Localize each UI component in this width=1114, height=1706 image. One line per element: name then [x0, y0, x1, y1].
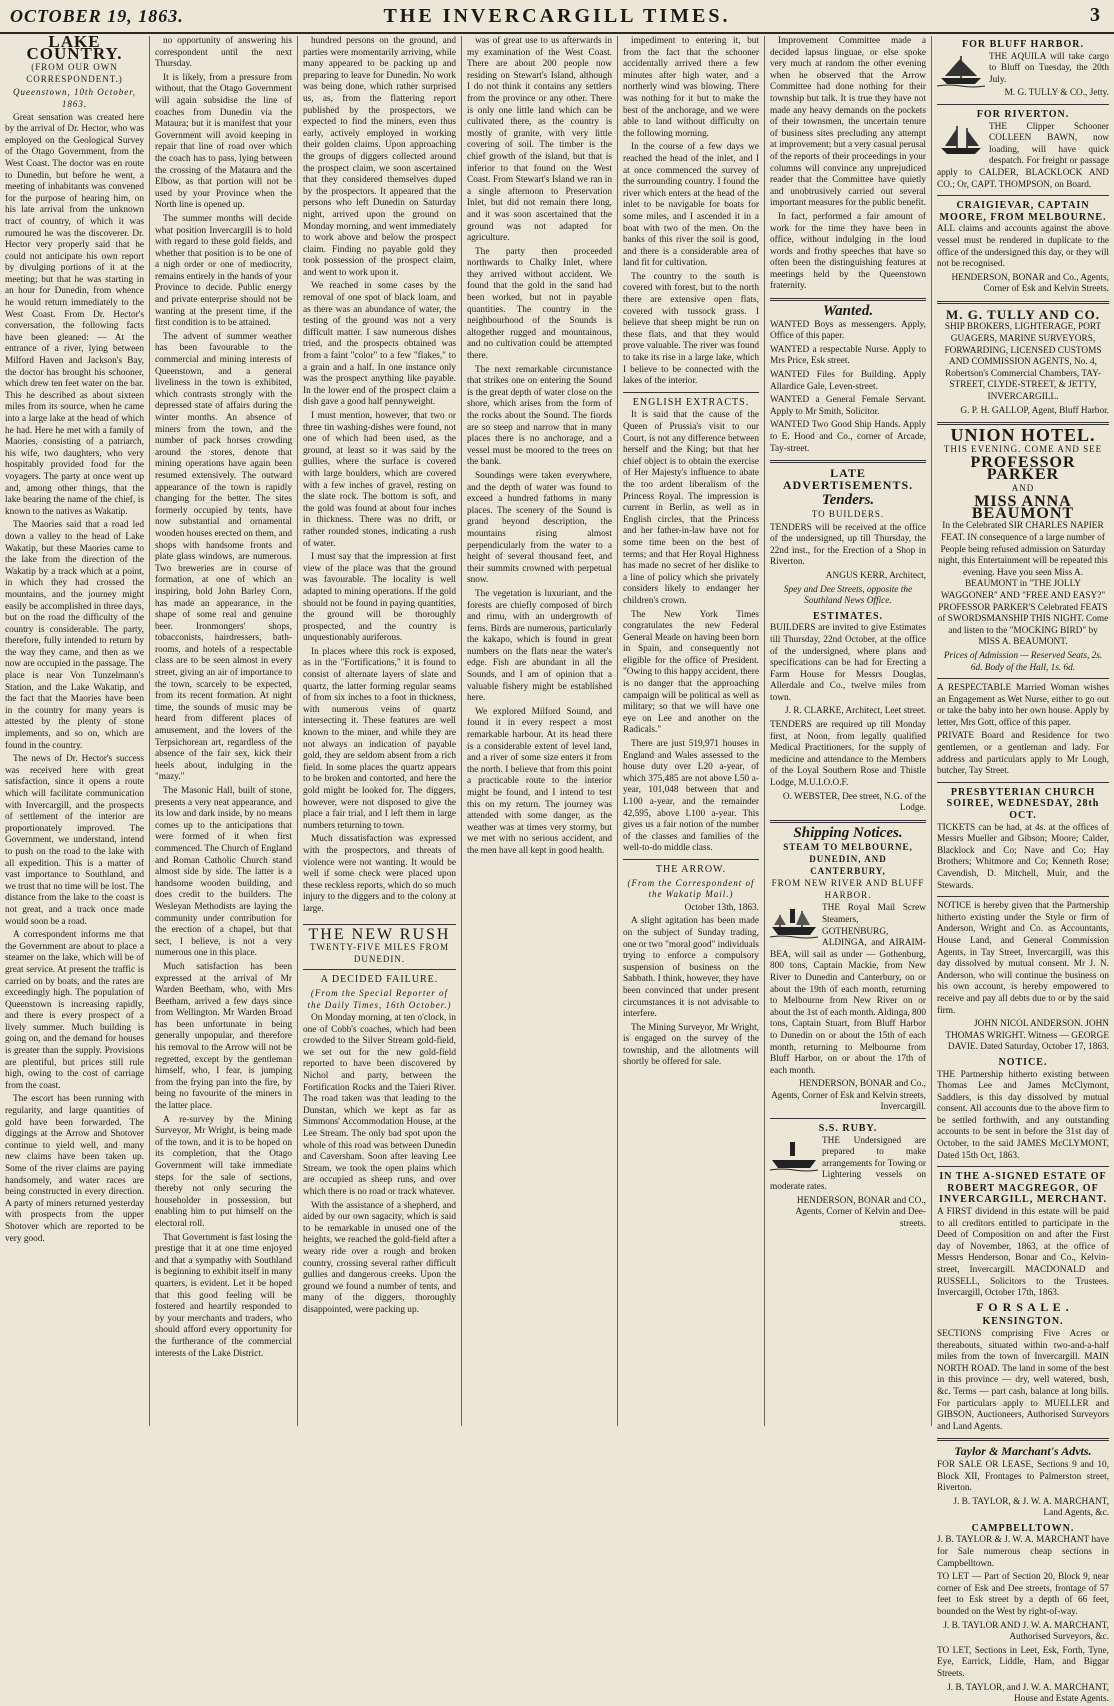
final-signature: J. B. TAYLOR, and J. W. A. MARCHANT, House and Estate Agents.: [947, 1682, 1109, 1705]
steamship-icon: [770, 905, 818, 939]
steam-subheading: FROM NEW RIVER AND BLUFF HARBOR.: [771, 878, 925, 900]
divider: [937, 195, 1109, 196]
article-paragraph: A correspondent informs me that the Government are about to place a steamer on the lake, which will be of great service. At present the traffic is carried on by boats, and the rates are exceedingly high. The population of Queenstown is increasing rapidly, and there is every prospect of a lively summer. Much building is going on, and the demand for houses is greater than the supply. Provisions are plentiful, but prices still rule high, owing to the cost of carriage from the coast.: [5, 930, 144, 1091]
english-extracts-heading: ENGLISH EXTRACTS.: [632, 396, 750, 408]
ruby-ad: THE Undersigned are prepared to make arrangements for Towing or Lightering vessels on moderate rates.: [770, 1135, 926, 1193]
divider: [937, 678, 1109, 679]
divider: [303, 969, 456, 970]
ruby-heading: S.S. RUBY.: [818, 1123, 878, 1135]
issue-date: OCTOBER 19, 1863.: [10, 6, 184, 26]
professor-parker: PROFESSOR PARKER: [970, 454, 1076, 483]
column-5: [618, 36, 765, 1426]
union-hotel-prices: Prices of Admission — Reserved Seats, 2s. 6d. Body of the Hall, 1s. 6d.: [943, 650, 1103, 673]
article-paragraph: In the course of a few days we reached the head of the inlet, and I at once commenced the survey of the surrounding country. I found the river which enters at the head of the inlet to be navigable for boats for some miles, and I ascended it in a boat with two of the men. On the banks of this river the soil is good, and there is a considerable area of land fit for cultivation.: [623, 142, 759, 269]
miss-anna-beaumont: MISS ANNA BEAUMONT: [971, 493, 1075, 522]
article-paragraph: It is said that the cause of the Queen of Prussia's visit to our Court, is not any difference between herself and the King; but that her chief object is to obtain the exercise of Her Majesty's influence to abate the too ardent liberalism of the Princess Royal. The impression is current in Berlin, as well as in English circles, that the Princess and her father-in-law have not for some time been on the best of terms; and that Her Royal Highness has made no secret of her dislike to a line of policy which she privately considers likely to endanger her children's crown.: [623, 410, 759, 606]
estate-ad: A FIRST dividend in this estate will be paid to all creditors entitled to participate in the Deed of Composition on and after the First day of November, 1863, at the office of Messrs Henderson, Bonar and Co., Kelvin-street, Invercargill. MACDONALD and RUSSELL, Solicitors to the Trustees. Invercargill, October 17th, 1863.: [937, 1207, 1109, 1299]
article-paragraph: In fact, performed a fair amount of work for the time they have been in office, without indulging in the loud words and frothy speeches that have so often been the distinguishing features at meetings held by the Queenstown fraternity.: [770, 211, 926, 292]
article-paragraph: The news of Dr. Hector's success was received here with great satisfaction, since it opens a route which will facilitate communication with Invercargill, and the prospects of settlement of the interior are proportionately improved. The Government, we understand, intend to push on the road to the lake with all expedition. This is a matter of vast importance to Southland, and we trust that no time will be lost. The distance from the lake to the coast is not great, and a track once made would soon be a road.: [5, 754, 145, 927]
new-rush-title: A DECIDED FAILURE.: [320, 974, 439, 986]
divider: [623, 392, 759, 393]
wanted-ad: WANTED Two Good Ship Hands. Apply to E. Hood and Co., corner of Arcade, Tay-street.: [770, 420, 926, 454]
bluff-heading: FOR BLUFF HARBOR.: [962, 39, 1084, 50]
late-advertisements-heading: LATE ADVERTISEMENTS.: [782, 466, 914, 492]
article-paragraph: The Maories said that a road led down a valley to the head of Lake Wakatip, but these Maories came to the lake from the direction of the Wakatip by a track which at a point, in which they had crossed the mountains, and the journey might easily be accomplished in three days, but on the road the difficulty of the country is considerable. The party, therefore, fully intended to return by the way they came, and then as we now are occupied in the passage. The place is near Von Tunzelmann's Station, and the Lake Wakatip, and the fact that the Maories have been in the country for many years is attested by the plenty of stone implements, and so on, which are found in the country.: [5, 520, 144, 751]
and-word: AND: [1011, 482, 1035, 493]
sailing-ship-icon: [937, 54, 985, 88]
to-let-ad: TO LET — Part of Section 20, Block 9, near corner of Esk and Dee streets, frontage of 57 feet to Esk street by a depth of 66 feet, bounded on the West by right-of-way.: [937, 1572, 1109, 1618]
partnership-notice: NOTICE is hereby given that the Partnership hitherto existing under the Style or firm of Anderson, Wright and Co. as Accountants, House Land, and General Commission Agents, in Tay Street, Invercargill, was this day dissolved by mutual consent. Mr J. N. Anderson, who will continue the business on his own account, is hereby empowered to receive and pay all debts due to or by the said firm.: [937, 901, 1109, 1016]
wanted-ad: WANTED Boys as messengers. Apply, Office of this paper.: [770, 319, 926, 342]
column-4: [462, 36, 618, 1426]
article-paragraph: Soundings were taken everywhere, and the depth of water was found to exceed a hundred fathoms in many places. The scenery of the Sound is grand beyond description, the mountains rising almost perpendicularly from the water to a height of several thousand feet, and their summits crowned with perpetual snow.: [467, 470, 612, 586]
craigievar-agent: HENDERSON, BONAR and Co., Agents, Corner of Esk and Kelvin Streets.: [951, 272, 1109, 295]
tenders-heading: Tenders.: [821, 492, 875, 509]
notice-heading: NOTICE.: [998, 1056, 1048, 1068]
presbyterian-ad: TICKETS can be had, at 4s. at the offices of Messrs Mueller and Gibson; Moore; Calder, Blacklock and Co; Nave and Co; Hay Brothers; Whitmore and Co; Kenneth Rose; Cavendish, D. Mitchell, Muir, and the Stewards.: [937, 822, 1109, 891]
article-paragraph: The next remarkable circumstance that strikes one on entering the Sound is the great depth of water close on the shore, which arises from the form of the rocks about the Sound. The fiords are so steep and narrow that in many places there is no anchorage, and a vessel must be moored to the trees on the bank.: [467, 364, 612, 468]
article-paragraph: no opportunity of answering his correspondent until the next Thursday.: [155, 36, 292, 70]
estimate-ad: BUILDERS are invited to give Estimates till Thursday, 22nd October, at the office of the undersigned, where plans and specifications can be had for Erecting a Farm House for Messrs Douglas, Allerdale and Co., twelve miles from town.: [770, 623, 926, 703]
bluff-ad: THE AQUILA will take cargo to Bluff on Tuesday, the 20th July.: [989, 51, 1109, 85]
estimates-heading: ESTIMATES.: [812, 610, 884, 622]
column-3: [298, 36, 462, 1426]
to-let-ad: TO LET, Sections in Leet, Esk, Forth, Tyne, Eye, Earrick, Liddle, Ham, and Biggar Streets.: [937, 1645, 1109, 1679]
divider: [770, 460, 926, 463]
tully-heading: M. G. TULLY AND CO.: [946, 306, 1100, 322]
wanted-ad: WANTED a General Female Servant. Apply to Mr Smith, Solicitor.: [770, 395, 926, 417]
article-paragraph: hundred persons on the ground, and parties were momentarily arriving, while many appeared to be packing up and preparing to leave for Dunedin. No work was being done, which rather surprised us, as, from the flattering report published by the prospectors, we expected to find the miners, even thus early, actively employed in working their golden claims. Upon approaching the groups of diggers collected around the prospect claim, we soon ascertained that they considered themselves duped by the prospectors. It appeared that the persons who left Dunedin on Saturday night, arrived upon the ground on Monday morning, and went immediately to work above and below the prospect claim. Finding no payable gold they took possession of the prospect claim, and went to work upon it.: [303, 36, 456, 278]
misc-ad: A RESPECTABLE Married Woman wishes an Engagement as Wet Nurse, either to go out or take the baby into her own house. Apply by letter, Mrs Gott, office of this paper.: [937, 683, 1109, 728]
article-paragraph: It is likely, from a pressure from without, that the Otago Government will again subsidise the line of coaches from Dunedin via the Mataura; but it is manifest that your Government will avoid keeping in repair that line of road over which the coach has to pass, lying between the crossing of the Mataura and the Elbow, as that portion will not be used by your Province when the North line is opened up.: [155, 72, 292, 211]
tender-address: Spey and Dee Streets, opposite the Southland News Office.: [783, 584, 913, 607]
steam-agent: HENDERSON, BONAR and Co., Agents, Corner of Esk and Kelvin streets, Invercargill.: [771, 1079, 926, 1113]
tully-agent: G. P. H. GALLOP, Agent, Bluff Harbor.: [960, 405, 1109, 416]
article-paragraph: We reached in some cases by the removal of one spot of black loam, and as there was an abundance of water, the testing of the ground was not a very difficult matter. I saw numerous dishes tried, and the prospects obtained was from a faint "color" to a few "flakes," to a grain and a half. In one instance only was the prospect anything like payable. In the lower end of the prospect claim a dish gave a good half pennyweight.: [303, 281, 456, 408]
tully-ad: SHIP BROKERS, LIGHTERAGE, PORT GUAGERS, MARINE SURVEYORS, FORWARDING, LICENSED CUSTOMS AND COMMISSION AGENTS, No. 4, Robertson's Commercial Chambers, TAY-STREET, CLYDE-STREET, & JETTY, INVERCARGILL.: [944, 322, 1102, 403]
page-number: 3: [1090, 4, 1100, 26]
for-sale-heading: F O R S A L E .: [976, 1299, 1070, 1314]
kensington-ad: SECTIONS comprising Five Acres or thereabouts, situated within two-and-a-half miles from the town of Invercargill. MAIN NORTH ROAD. The land in some of the best in this province — dry, well watered, bush, &c. Terms — part cash, balance at long bills. For particulars apply to MUELLER and GIBSON, Auctioneers, Authorised Surveyors and Land Agents.: [937, 1328, 1109, 1432]
tenders-subheading: TO BUILDERS.: [811, 508, 885, 519]
article-paragraph: The Masonic Hall, built of stone, presents a very neat appearance, and its low and dark inside, by no means comes up to the anticipations that were formed of it when first commenced. The Church of England and Roman Catholic Church stand almost side by side. The latter is a handsome wooden building, and does credit to the builders. The Wesleyan Methodists are laying the community under contribution for the erection of a chapel, but that sect, I believe, is not a very numerous one in this place.: [155, 786, 292, 959]
arrow-heading: THE ARROW.: [655, 863, 727, 875]
divider: [937, 896, 1109, 897]
new-rush-heading: THE NEW RUSH: [303, 924, 456, 941]
article-paragraph: Great sensation was created here by the arrival of Dr. Hector, who was employed on the Geological Survey of the Otago Government, from the West Coast. The doctor was en route to Dunedin, but before he went, a meeting of inhabitants was convened for the purpose of hearing him, on his late arrival from the unknown tract of country, of which it was rumoured he was the discoverer. Dr. Hector very properly said that he could not anticipate his own report by divulging portions of it at the meeting; but that he was starting in an hour for Dunedin, from whence he would return immediately to the West Coast. From Dr. Hector's conversation, the following facts have been gleaned: — At the entrance of a river, lying between Milford Haven and Jackson's Bay, the doctor has brought his schooner, which drew ten feet water on the bar. This he described as about sixteen miles from its source, when he came into a large lake at the head of which he had. Here he met with a family of Maories, consisting of a patriarch, his wife, two daughters, who very hospitably provided food for the voyagers. The party at once went up and, among other things, that the lake bearing the name of the chief, is known to the natives as Wakatip.: [5, 112, 144, 517]
article-paragraph: The summer months will decide what position Invercargill is to hold with regard to these gold fields, and whether that position is to be one of a nigh order or one of mediocrity, remains entirely in the hands of your Province to decide. Public energy and private enterprise should not be wanting at the present time, if the first condition is to be attained.: [155, 213, 292, 329]
divider: [937, 104, 1109, 105]
tender-signature: ANGUS KERR, Architect,: [825, 570, 926, 581]
article-paragraph: The Mining Surveyor, Mr Wright, is engaged on the survey of the township, and the allotments will shortly be offered for sale.: [623, 1022, 759, 1068]
bluff-agent: M. G. TULLY & CO., Jetty.: [1004, 88, 1109, 99]
article-paragraph: impediment to entering it, but from the fact that the schooner accidentally arrived there a few minutes after high water, and a northerly wind was blowing. There was nothing for it but to make the best of the anchorage, and we were able to land without difficulty on the following morning.: [623, 36, 759, 139]
article-paragraph: Improvement Committee made a decided lapsus linguae, or else spoke very much at random the other evening when he observed that the Arrow Committee had done nothing for their township but talk. It is true they have not made any heavy demands on the pockets of their townsmen, the uncertain tenure of business sites precluding any attempt at improvement; but a very casual perusal of the reports of their proceedings in your columns will convince any unprejudiced reader that the Committee have quietly and unobtrusively carried out several important measures for the public benefit.: [770, 36, 926, 209]
newspaper-title: THE INVERCARGILL TIMES.: [383, 5, 731, 27]
article-paragraph: In places where this rock is exposed, as in the "Fortifications," it is found to consist of alternate layers of slate and quartz, the latter forming regular seams of from six inches to a foot in thickness, with numerous veins of quartz intersecting it. These features are well known to the miner, and while they are not always an indication of payable gold, they are seldom absent from a rich field. In some places the quartz appears to be broken and contorted, and here the gold might be looked for. The diggers, however, were not disposed to give the place a fair trial, and I left them in large numbers returning to town.: [303, 646, 456, 831]
article-paragraph: That Government is fast losing the prestige that it at one time enjoyed and that a sympathy with Southland is beginning to exhibit itself in many quarters, is evident. Let it be hoped that this good feeling will be fostered and heartily responded to by your merchants and traders, who should afford every opportunity for the furtherance of the commercial interests of the Lake District.: [155, 1232, 292, 1359]
divider: [770, 820, 926, 823]
article-paragraph: was of great use to us afterwards in my examination of the West Coast. There are about 200 people now residing on Stewart's Island, although I do not think it contains any settlers from the province or any other. There is only one little land which can be cultivated there, as the country is mostly of granite, with very little covering of soil. The timber is the chief growth of the island, but that is inferior to that found on the West Coast. From Stewart's Island we ran in a single afternoon to Preservation Inlet, but did not remain there long, and it was soon ascertained that the ground was not adapted for agriculture.: [467, 36, 612, 244]
column-2: [150, 36, 298, 1426]
article-paragraph: The party then proceeded northwards to Chalky Inlet, where they arrived without accident. We found that the gold in the sand had been worked, but not in payable quantities. The country in the neighbourhood of the Sounds is altogether rugged and mountainous, and no cultivation could be attempted there.: [467, 246, 612, 362]
column-7: [932, 36, 1114, 1705]
masthead: [0, 0, 1114, 34]
wanted-heading: Wanted.: [822, 303, 874, 320]
column-6: [765, 36, 932, 1426]
estimate-ad: TENDERS are required up till Monday first, at Noon, from legally qualified Medical Practitioners, for the supply of medicine and attendance to the Members of the Loyal Southern Rose and Thistle Lodge, M.U.I.O.O.F.: [770, 720, 926, 789]
campbelltown-heading: CAMPBELLTOWN.: [971, 1522, 1075, 1534]
misc-ad: PRIVATE Board and Residence for two gentlemen, or a gentleman and lady. For address and particulars apply to Mr Lough, butcher, Tay Street.: [937, 731, 1109, 777]
article-paragraph: A slight agitation has been made on the subject of Sunday trading, one or two "moral good" individuals trying to enforce a compulsory suspension of business on the Sabbath. I think, however, they have been convinced that under present circumstances it is not advisable to interfere.: [623, 916, 759, 1020]
kensington-heading: KENSINGTON.: [982, 1316, 1064, 1328]
lake-country-dateline: Queenstown, 10th October, 1863.: [13, 87, 136, 109]
sailing-ship-icon: [937, 124, 985, 158]
article-paragraph: The country to the south is covered with forest, but to the north there are extensive open flats, covered with tussock grass. I believe that sheep might be run on these flats, and that they would prove valuable. The river was found to take its rise in a large lake, which I believe to be connected with the lakes of the interior.: [623, 271, 759, 387]
riverton-ad: THE Clipper Schooner COLLEEN BAWN, now loading, will have quick despatch. For freight or passage apply to CALDER, BLACKLOCK AND CO.; Or, CAPT. THOMPSON, on Board.: [937, 121, 1109, 190]
lake-country-heading: LAKE COUNTRY.: [26, 32, 123, 63]
article-paragraph: I must mention, however, that two or three tin washing-dishes were found, not one of which had been used, as the ground, at least so it was said by the gullies, where the surface is covered with large boulders, which are covered with a few inches of gravel, resting on the slate rock. The bottom is soft, and the gold was found at about four inches in thickness. There was no drift, or rather rounded stones, indicating a rush of water.: [303, 411, 456, 549]
article-paragraph: We explored Milford Sound, and found it in every respect a most remarkable harbour. At its head there is a considerable extent of level land, and a river of some size enters it from the north. I believe that from this point a practicable route to the interior might be found, and I intend to test this on my return. The journey was attended with some danger, as the weather was at times very stormy, but we met with no serious accident, and the men have all kept in good health.: [467, 706, 612, 856]
tender-ad: TENDERS will be received at the office of the undersigned, up till Thursday, the 22nd inst., for the Erection of a Shop in Riverton.: [770, 522, 926, 568]
article-paragraph: The escort has been running with regularity, and large quantities of gold have been forwarded. The diggings at the Arrow and Shotover continue to yield well, and many new claims have been taken up. Some of the river claims are paying handsomely, and water races are being constructed in every direction. A party of miners returned yesterday with prospects from the upper Shotover which are reported to be very good.: [5, 1094, 144, 1244]
craigievar-heading: CRAIGIEVAR, CAPTAIN MOORE, FROM MELBOURNE.: [939, 200, 1107, 223]
new-rush-source: (From the Special Reporter of the Daily Times, 16th October.): [307, 987, 452, 1010]
article-paragraph: The advent of summer weather has been favourable to the commercial and mining interests of Queenstown, and a general liveliness in the town is exhibited, which contrasts strongly with the depressed state of affairs during the winter months. An absence of miners from the town, and the number of pack horses crowding around the stores, denote that mining operations have again been resumed extensively. The outward appearance of the town is rapidly changing for the better. The sites formerly occupied by tents, have now substantial and ornamental wooden houses erected on them, and shops with handsome fronts and plate glass windows, are numerous. Two breweries are in course of formation, at one of which an inspiring, bold John Barley Corn, has made an appearance, in the shape of some real and genuine beer. Ironmongers' shops, tobacconists, hairdressers, bath-rooms, and hotels of a respectable class are to be seen almost in every street, giving an air of importance to the town, scarcely to be expected, from its recent formation. At night time, the sounds of music may be heard from different places of amusement, and the lovers of the Terpsichorean art, regardless of the absence of the fair sex, kick their heels about, indulging in the "mazy.": [155, 331, 292, 783]
estate-heading: IN THE A-SIGNED ESTATE OF ROBERT MACGREGOR, OF INVERCARGILL, MERCHANT.: [938, 1171, 1108, 1206]
article-paragraph: The New York Times congratulates the new Federal General Meade on having been born in Spain, and consequently not eligible for the office of President. "Owing to this happy accident, there is no danger that the approaching campaign will be political as well as military; so that we will have one eye on Lee and another on the Radicals.": [623, 609, 759, 736]
taylor-ad: FOR SALE OR LEASE, Sections 9 and 10, Block XII, Frontages to Palmerston street, Riverton.: [937, 1459, 1109, 1494]
article-paragraph: On Monday morning, at ten o'clock, in one of Cobb's coaches, which had been crowded to the Silver Stream gold-field, we set out for the new gold-field reported to have been discovered by Nichol and party, between the Fortification Rocks and the Taieri River. The road taken was that leading to the Dunstan, which we kept as far as Simmons' Accommodation House, at the Lee Stream. The only bad spot upon the whole of this road was between Dunedin and Caversham. Soon after leaving Lee Stream, we took the open plains which are occupied as sheep runs, and over which there is no road or track whatever.: [303, 1013, 456, 1197]
divider: [937, 1438, 1109, 1441]
steam-ad: THE Royal Mail Screw Steamers, GOTHENBURG, ALDINGA, and AIRAIM-BEA, will sail as under — Gothenburg, 800 tons, Captain Mackie, from New River to Dunedin and Canterbury, on or about the 19th of each month, returning to Melbourne from New River on or about the 1st of each month. Aldinga, 800 tons, Captain Stuart, from Bluff Harbor to Dunedin on or about the 15th of each month, returning to Melbourne from Bluff Harbor, on or about the 17th of each month.: [770, 903, 926, 1076]
notice-ad: THE Partnership hitherto existing between Thomas Lee and James McClymont, Saddlers, is this day dissolved by mutual consent. All accounts due to the above firm to be settled forthwith, and any outstanding accounts to be sent in before the 31st day of October, to the said JAMES McCLYMONT, Dated 15th Oct, 1863.: [937, 1069, 1109, 1161]
wanted-ad: WANTED a respectable Nurse. Apply to Mrs Price, Esk street.: [770, 344, 926, 367]
taylor-marchant-heading: Taylor & Marchant's Advts.: [954, 1444, 1092, 1459]
divider: [770, 298, 926, 301]
article-paragraph: There are just 519,971 houses in England and Wales assessed to the house duty over L20 a-year, of which 375,485 are not above L50 a-year, 101,048 between that and L100 a-year, and the remainder 42,595, above L100 a-year. This gives us a fair notion of the number of the classes and families of the well-to-do middle class.: [623, 739, 759, 854]
union-hotel-heading: UNION HOTEL.: [950, 425, 1096, 446]
ruby-agent: HENDERSON, BONAR and CO., Agents, Corner of Kelvin and Dee-streets.: [795, 1195, 926, 1229]
column-1: [0, 32, 150, 1426]
taylor-signature: J. B. TAYLOR, & J. W. A. MARCHANT, Land Agents, &c.: [953, 1496, 1109, 1519]
article-paragraph: The vegetation is luxuriant, and the forests are chiefly composed of birch and rimu, with an undergrowth of ferns. Birds are numerous, particularly the kakapo, which is found in great numbers on the flats near the water's edge. Fish are abundant in all the Sounds, and I am of opinion that a valuable fishery might be established here.: [467, 588, 612, 704]
new-rush-subheading: TWENTY-FIVE MILES FROM DUNEDIN.: [310, 942, 449, 964]
estimate-signature: J. R. CLARKE, Architect, Leet street.: [785, 706, 926, 717]
article-paragraph: With the assistance of a shepherd, and aided by our own sagacity, which is said to be remarkable in unused one of the heights, we reached the gold-field after a weary ride over a rough and broken country, crossing several rather difficult gullies and dangerous creeks. Upon the ground we found a number of tents, and many of the diggers, thoroughly disappointed, were packing up.: [303, 1200, 456, 1315]
shipping-notices-heading: Shipping Notices.: [793, 824, 903, 841]
divider: [623, 859, 759, 860]
steam-heading: STEAM TO MELBOURNE, DUNEDIN, AND CANTERBURY,: [783, 842, 913, 876]
divider: [770, 1118, 926, 1119]
estimate-signature: O. WEBSTER, Dee street, N.G. of the Lodge.: [782, 791, 926, 814]
riverton-heading: FOR RIVERTON.: [976, 108, 1070, 120]
campbelltown-ad: J. B. TAYLOR & J. W. A. MARCHANT have for Sale numerous cheap sections in Campbelltown.: [937, 1535, 1109, 1569]
presbyterian-heading: PRESBYTERIAN CHURCH SOIREE, WEDNESDAY, 28th OCT.: [946, 786, 1100, 822]
steamship-icon: [770, 1138, 818, 1172]
arrow-date: October 13th, 1863.: [684, 902, 759, 913]
arrow-source: (From the Correspondent of the Wakatip Mail.): [627, 877, 755, 900]
article-paragraph: Much satisfaction has been expressed at the arrival of Mr Warden Beetham, who, with Mrs Beetham, arrived a few days since from Wellington. Mr Warden Broad has been unfortunate in being generally unpopular, and therefore his removal to the Arrow will not be regretted, except by the gentleman himself, who, I fear, is jumping from the frying pan into the fire, by being no favourite of the miners in the latter place.: [155, 961, 292, 1112]
article-paragraph: A re-survey by the Mining Surveyor, Mr Wright, is being made of the town, and it is to be hoped on its completion, that the Otago Government will take immediate steps for the sale of sections, thereby not only securing the householder in possession, but enabling him to put himself on the electoral roll.: [155, 1114, 292, 1229]
to-let-signature: J. B. TAYLOR AND J. W. A. MARCHANT, Authorised Surveyors, &c.: [943, 1620, 1109, 1643]
lake-country-byline: (FROM OUR OWN CORRESPONDENT.): [26, 62, 123, 84]
article-paragraph: I must say that the impression at first view of the place was that the ground was favourable. The locality is well adapted to mining operations. If the gold should not be found in paying quantities, the ground will be thoroughly prospected, and the country is unquestionably auriferous.: [303, 552, 456, 644]
union-hotel-subheading: THIS EVENING. COME AND SEE: [943, 443, 1103, 454]
divider: [937, 1166, 1109, 1167]
union-hotel-ad: In the Celebrated SIR CHARLES NAPIER FEAT. IN consequence of a large number of People being refused admission on Saturday night, this Entertainment will be repeated this evening. Have you seen Miss A. BEAUMONT in "THE JOLLY WAGGONER" AND "FREE AND EASY?" PROFESSOR PARKER'S Celebrated FEATS of SWORDSMANSHIP THIS NIGHT. Come and listen to the "MOCKING BIRD" by MISS A. BEAUMONT.: [937, 521, 1109, 648]
wanted-ad: WANTED Files for Building. Apply Allardice Gale, Leven-street.: [770, 370, 926, 392]
divider: [937, 782, 1109, 783]
divider: [937, 301, 1109, 304]
craigievar-ad: ALL claims and accounts against the above vessel must be rendered in duplicate to the office of the undersigned this day, or they will not be recognised.: [937, 224, 1109, 270]
article-paragraph: Much dissatisfaction was expressed with the prospectors, and threats of violence were not wanting. It would be well if some check were placed upon these reckless reports, which do so much injury to the diggers and to the colony at large.: [303, 834, 456, 914]
partnership-signature: JOHN NICOL ANDERSON. JOHN THOMAS WRIGHT. Witness — GEORGE DAVIE. Dated Saturday, October 17, 1863.: [945, 1019, 1109, 1053]
